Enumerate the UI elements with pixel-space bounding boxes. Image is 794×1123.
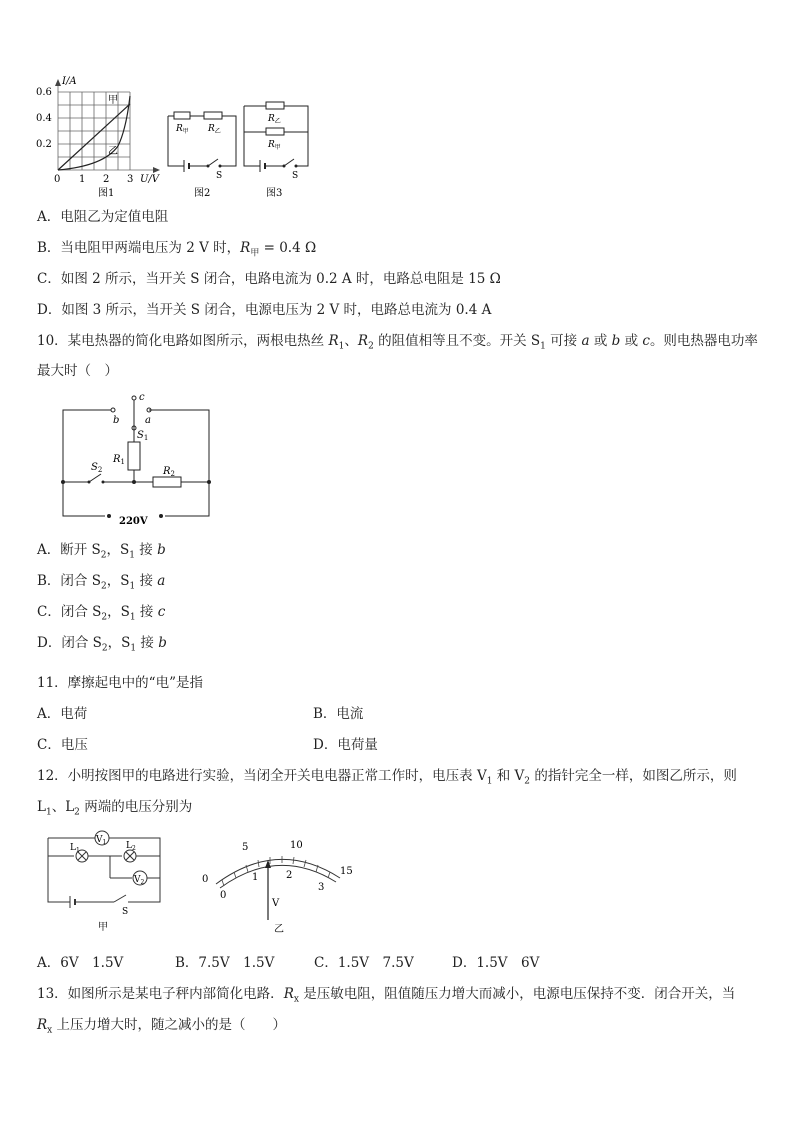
scale-top-tick: 5: [242, 842, 249, 853]
q10-stem-line2: 最大时（ ）: [37, 363, 118, 379]
figure-3-parallel-circuit: [240, 96, 314, 200]
q9-option-c[interactable]: C．如图 2 所示，当开关 S 闭合，电路电流为 0.2 A 时，电路总电阻是 15 Ω: [37, 271, 501, 287]
q11-option-d[interactable]: D．电荷量: [313, 737, 378, 753]
q13-stem: 13．如图所示是某电子秤内部简化电路．$R_x$ 是压敏电阻，阻值随压力增大而减小，电源电压保持不变．闭合开关，当: [37, 986, 736, 1005]
lamp-l2-label: $L_2$: [126, 841, 136, 852]
scale-top-tick: 15: [340, 866, 353, 877]
figure-caption: 甲: [98, 922, 108, 933]
q11-option-c[interactable]: C．电压: [37, 737, 88, 753]
scale-bottom-tick: 1: [252, 872, 259, 883]
q9-option-a[interactable]: A．电阻乙为定值电阻: [37, 209, 169, 225]
terminal-b: b: [113, 415, 120, 426]
q12-option-c[interactable]: C．1.5V 7.5V: [314, 955, 414, 971]
q10-option-c[interactable]: C．闭合 $S_2$，$S_1$ 接 c: [37, 604, 166, 623]
figure-caption: 图2: [194, 188, 211, 199]
switch-label: S: [122, 907, 129, 917]
terminal-c: c: [139, 392, 145, 403]
resistor-label: $R_甲$: [176, 124, 189, 135]
curve-label-jia: 甲: [108, 95, 118, 106]
scale-top-tick: 0: [202, 874, 209, 885]
q13-stem-line2: $R_x$ 上压力增大时，随之减小的是（ ）: [37, 1017, 287, 1036]
q12-option-a[interactable]: A．6V 1.5V: [37, 955, 124, 971]
q12-option-b[interactable]: B．7.5V 1.5V: [175, 955, 275, 971]
curve-label-yi: 乙: [108, 146, 118, 157]
lamp-l1-label: $L_1$: [70, 843, 80, 854]
x-tick: 0: [54, 174, 61, 185]
figure-caption: 图1: [98, 188, 115, 199]
x-tick: 2: [103, 174, 110, 185]
switch-s1-label: $S_1$: [137, 430, 149, 442]
figure-1-iu-graph: [34, 74, 164, 200]
switch-label: S: [292, 171, 299, 181]
figure-2-series-circuit: [164, 104, 240, 200]
q11-stem: 11．摩擦起电中的“电”是指: [37, 675, 203, 691]
q10-option-d[interactable]: D．闭合 $S_2$，$S_1$ 接 b: [37, 635, 167, 654]
x-tick: 3: [127, 174, 134, 185]
q11-option-b[interactable]: B．电流: [313, 706, 364, 722]
y-tick: 0.6: [36, 87, 52, 98]
scale-bottom-tick: 2: [286, 870, 293, 881]
y-tick: 0.2: [36, 139, 52, 150]
q10-option-a[interactable]: A．断开 $S_2$，$S_1$ 接 b: [37, 542, 166, 561]
resistor-r2-label: $R_2$: [163, 466, 175, 478]
switch-s2-label: $S_2$: [91, 462, 103, 474]
resistor-label: $R_乙$: [268, 114, 281, 125]
scale-top-tick: 10: [290, 840, 303, 851]
y-tick: 0.4: [36, 113, 52, 124]
resistor-r1-label: $R_1$: [113, 454, 125, 466]
y-axis-label: I/A: [62, 76, 77, 87]
voltmeter-v2-label: $V_2$: [134, 875, 145, 886]
figure-caption: 图3: [266, 188, 283, 199]
q10-option-b[interactable]: B．闭合 $S_2$，$S_1$ 接 a: [37, 573, 166, 592]
scale-bottom-tick: 3: [318, 882, 325, 893]
switch-label: S: [216, 171, 223, 181]
resistor-label: $R_乙$: [208, 124, 221, 135]
q12-figure-jia: [40, 826, 170, 936]
figure-caption: 乙: [274, 924, 284, 935]
q10-stem: 10．某电热器的简化电路如图所示，两根电热丝 $R_1$、$R_2$ 的阻值相等且不变。开关 $S_1$ 可接 a 或 b 或 c。则电热器电功率: [37, 333, 758, 352]
q12-figure-yi-voltmeter: [198, 832, 358, 936]
scale-bottom-tick: 0: [220, 890, 227, 901]
voltmeter-v1-label: $V_1$: [96, 835, 107, 846]
q9-option-b[interactable]: B．当电阻甲两端电压为 2 V 时，$R_甲 = 0.4$ Ω: [37, 240, 317, 259]
unit-label: V: [272, 898, 280, 909]
x-axis-label: U/V: [140, 174, 160, 185]
terminal-a: a: [145, 415, 151, 426]
voltage-label: 220V: [119, 516, 148, 527]
q12-stem: 12．小明按图甲的电路进行实验，当闭全开关电电器正常工作时，电压表 $V_1$ 和 $V_2$ 的指针完全一样，如图乙所示，则: [37, 768, 737, 787]
x-tick: 1: [79, 174, 86, 185]
q12-option-d[interactable]: D．1.5V 6V: [452, 955, 540, 971]
resistor-label: $R_甲$: [268, 140, 281, 151]
q12-stem-line2: $L_1$、$L_2$ 两端的电压分别为: [37, 799, 193, 818]
q11-option-a[interactable]: A．电荷: [37, 706, 88, 722]
q10-circuit: [55, 390, 220, 528]
q9-option-d[interactable]: D．如图 3 所示，当开关 S 闭合，电源电压为 2 V 时，电路总电流为 0.4 A: [37, 302, 492, 318]
